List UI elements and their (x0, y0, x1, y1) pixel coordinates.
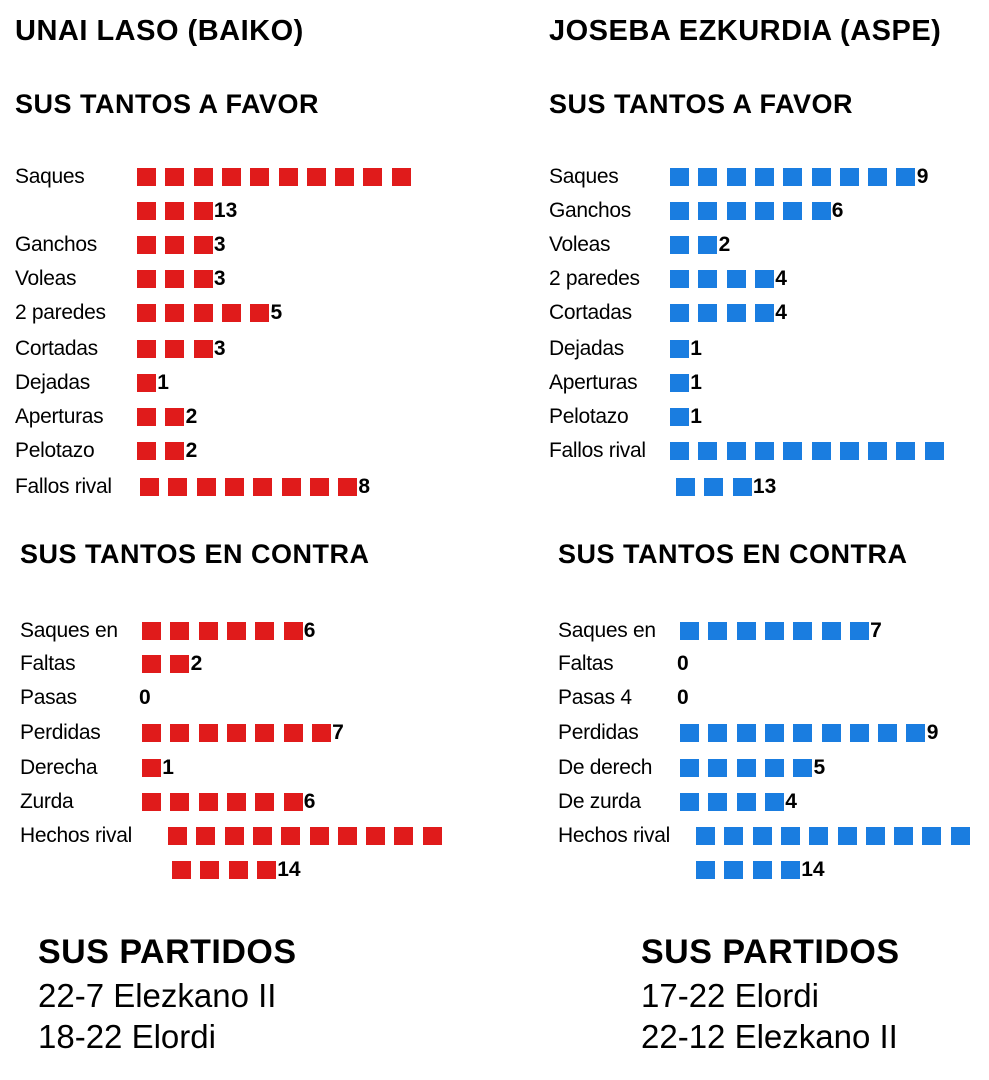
bar-square (755, 304, 774, 322)
row-label: Fallos rival (15, 475, 112, 498)
bar-value-label: 3 (213, 267, 226, 290)
bar-square (737, 759, 756, 777)
bar-square (793, 759, 812, 777)
bar-square (922, 827, 941, 845)
bar-square (755, 270, 774, 288)
bar-square (906, 724, 925, 742)
bar-square (698, 168, 717, 186)
bar-square (765, 793, 784, 811)
bar-value-label: 13 (752, 475, 777, 498)
row-label: Aperturas (549, 371, 638, 394)
bar-square (951, 827, 970, 845)
bar-square (680, 622, 699, 640)
bar-square (783, 442, 802, 460)
bar-value-label: 7 (332, 721, 344, 744)
row-label: Pelotazo (549, 405, 629, 428)
bar-square (840, 168, 859, 186)
bar-square (866, 827, 885, 845)
bar-square (822, 724, 841, 742)
bar-square (878, 724, 897, 742)
match-line-1: 17-22 Elordi (641, 977, 819, 1014)
bar-value-label: 3 (213, 337, 226, 360)
row-label: Fallos rival (549, 439, 646, 462)
bar-value-label: 1 (157, 371, 169, 394)
bar-value-label: 4 (775, 267, 787, 290)
bar-square (698, 442, 717, 460)
row-label: Hechos rival (20, 824, 132, 847)
row-label: Saques (15, 165, 85, 188)
row-label: Pasas (20, 686, 77, 709)
match-line-2: 22-12 Elezkano II (641, 1018, 898, 1055)
bar-square (676, 478, 695, 496)
bar-value-label: 1 (162, 756, 174, 779)
row-label: Pasas 4 (558, 686, 632, 709)
bar-square (812, 202, 831, 220)
bar-square (765, 622, 784, 640)
bar-square (765, 724, 784, 742)
bar-value-label: 2 (185, 405, 198, 428)
bar-value-label: 1 (690, 405, 702, 428)
row-label: Ganchos (15, 233, 97, 256)
row-label: Cortadas (15, 337, 98, 360)
bar-square (708, 759, 727, 777)
section-title-contra: SUS TANTOS EN CONTRA (20, 539, 370, 569)
row-label: Cortadas (549, 301, 632, 324)
bar-square (680, 759, 699, 777)
row-label: Zurda (20, 790, 74, 813)
bar-value-label: 0 (139, 686, 151, 709)
bar-square (670, 442, 689, 460)
bar-square (753, 861, 772, 879)
bar-value-label: 2 (718, 233, 731, 256)
row-label: De derech (558, 756, 653, 779)
bar-square (724, 827, 743, 845)
bar-square (755, 202, 774, 220)
bar-square (783, 202, 802, 220)
bar-square (894, 827, 913, 845)
bar-square (696, 827, 715, 845)
bar-square (822, 622, 841, 640)
bar-square (698, 202, 717, 220)
bar-square (809, 827, 828, 845)
matches-title: SUS PARTIDOS (38, 933, 297, 971)
section-title-favor: SUS TANTOS A FAVOR (549, 89, 854, 119)
bar-square (793, 622, 812, 640)
bar-square (753, 827, 772, 845)
bar-value-label: 1 (690, 337, 702, 360)
bar-square (896, 168, 915, 186)
row-label: 2 paredes (549, 267, 640, 290)
bar-value-label: 9 (926, 721, 939, 744)
bar-square (724, 861, 743, 879)
row-label: Ganchos (549, 199, 631, 222)
bar-value-label: 6 (303, 619, 316, 642)
bar-square (680, 793, 699, 811)
bar-value-label: 14 (801, 858, 825, 881)
row-label: Faltas (558, 652, 614, 675)
bar-value-label: 5 (813, 756, 826, 779)
bar-square (755, 442, 774, 460)
bar-square (670, 202, 689, 220)
bar-square (868, 168, 887, 186)
row-label: Perdidas (558, 721, 639, 744)
bar-square (765, 759, 784, 777)
row-label: Dejadas (15, 371, 90, 394)
bar-square (781, 861, 800, 879)
bar-square (781, 827, 800, 845)
bar-value-label: 2 (185, 439, 198, 462)
bar-square (868, 442, 887, 460)
row-label: De zurda (558, 790, 641, 813)
bar-square (680, 724, 699, 742)
match-line-1: 22-7 Elezkano II (38, 977, 277, 1014)
matches-title: SUS PARTIDOS (641, 933, 900, 971)
bar-value-label: 6 (831, 199, 844, 222)
row-label: Saques en (20, 619, 118, 642)
bar-square (670, 408, 689, 426)
bar-square (812, 442, 831, 460)
bar-square (727, 168, 746, 186)
row-label: Saques (549, 165, 619, 188)
row-label: Aperturas (15, 405, 104, 428)
bar-square (727, 442, 746, 460)
player-name: JOSEBA EZKURDIA (ASPE) (549, 15, 942, 47)
bar-square (737, 622, 756, 640)
bar-square (850, 622, 869, 640)
bar-square (708, 793, 727, 811)
row-label: 2 paredes (15, 301, 106, 324)
bar-square (925, 442, 944, 460)
bar-square (793, 724, 812, 742)
bar-square (708, 622, 727, 640)
bar-value-label: 4 (775, 301, 787, 324)
bar-square (838, 827, 857, 845)
bar-square (698, 304, 717, 322)
bar-value-label: 7 (870, 619, 882, 642)
bar-square (704, 478, 723, 496)
bar-square (698, 270, 717, 288)
bar-square (670, 270, 689, 288)
row-label: Dejadas (549, 337, 624, 360)
bar-square (733, 478, 752, 496)
bar-square (670, 304, 689, 322)
bar-square (708, 724, 727, 742)
section-title-contra: SUS TANTOS EN CONTRA (558, 539, 908, 569)
bar-square (670, 340, 689, 358)
bar-square (727, 202, 746, 220)
bar-value-label: 1 (690, 371, 702, 394)
player-name: UNAI LASO (BAIKO) (15, 15, 304, 47)
match-line-2: 18-22 Elordi (38, 1018, 216, 1055)
bar-square (727, 304, 746, 322)
bar-square (698, 236, 717, 254)
bar-square (896, 442, 915, 460)
bar-square (812, 168, 831, 186)
bar-square (670, 236, 689, 254)
bar-square (737, 724, 756, 742)
row-label: Perdidas (20, 721, 101, 744)
bar-square (670, 374, 689, 392)
row-label: Derecha (20, 756, 98, 779)
bar-square (783, 168, 802, 186)
bar-value-label: 0 (677, 686, 689, 709)
row-label: Voleas (15, 267, 77, 290)
row-label: Saques en (558, 619, 656, 642)
bar-value-label: 8 (358, 475, 371, 498)
bar-value-label: 14 (277, 858, 301, 881)
bar-square (696, 861, 715, 879)
bar-square (840, 442, 859, 460)
bar-square (755, 168, 774, 186)
bar-value-label: 4 (785, 790, 797, 813)
bar-square (737, 793, 756, 811)
row-label: Faltas (20, 652, 76, 675)
bar-value-label: 9 (916, 165, 929, 188)
section-title-favor: SUS TANTOS A FAVOR (15, 89, 320, 119)
row-label: Voleas (549, 233, 611, 256)
bar-value-label: 2 (190, 652, 203, 675)
row-label: Pelotazo (15, 439, 95, 462)
bar-square (850, 724, 869, 742)
bar-value-label: 13 (213, 199, 238, 222)
bar-square (670, 168, 689, 186)
bar-value-label: 3 (213, 233, 226, 256)
bar-value-label: 5 (270, 301, 283, 324)
bar-value-label: 0 (677, 652, 689, 675)
bar-square (727, 270, 746, 288)
bar-value-label: 6 (303, 790, 316, 813)
row-label: Hechos rival (558, 824, 670, 847)
